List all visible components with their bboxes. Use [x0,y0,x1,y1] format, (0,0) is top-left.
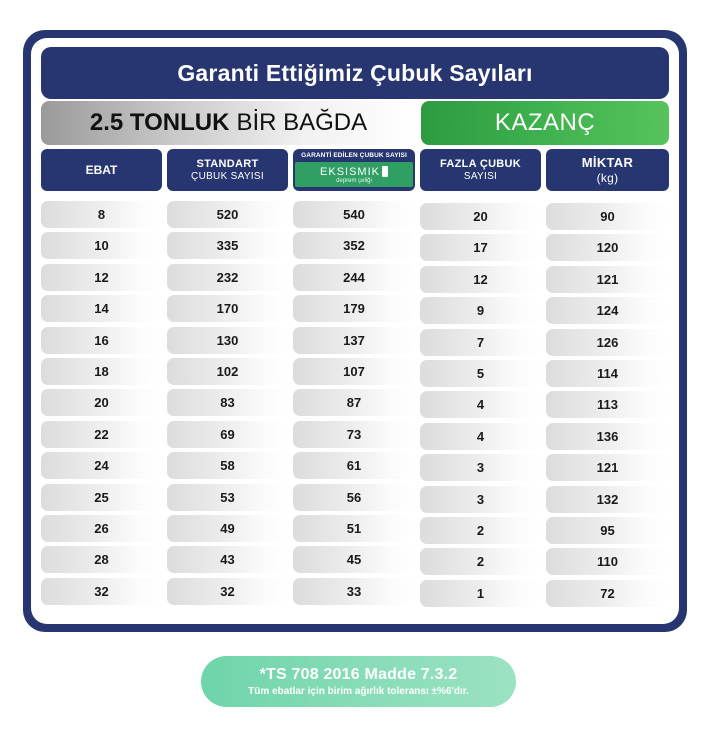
table-cell-standart: 232 [167,264,288,291]
table-cell-fazla: 12 [420,266,541,293]
table-cell-garanti: 51 [293,515,415,542]
column-header-miktar-label: MİKTAR [581,155,634,170]
table-cell-standart: 43 [167,546,288,573]
tolerance-note-title: *TS 708 2016 Madde 7.3.2 [259,666,458,683]
table-cell-ebat: 20 [41,389,162,416]
table-cell-ebat: 24 [41,452,162,479]
table-cell-standart: 49 [167,515,288,542]
column-header-garanti [293,149,415,191]
page-title: Garanti Ettiğimiz Çubuk Sayıları [41,47,669,99]
table-cell-miktar: 95 [546,517,669,544]
table-cell-miktar: 90 [546,203,669,230]
table-cell-standart: 170 [167,295,288,322]
table-cell-miktar: 72 [546,580,669,607]
table-cell-standart: 32 [167,578,288,605]
table-cell-fazla: 4 [420,391,541,418]
column-header-miktar-unit: (kg) [596,171,619,185]
table-cell-standart: 335 [167,232,288,259]
gain-header: KAZANÇ [421,101,669,145]
table-cell-garanti: 179 [293,295,415,322]
column-header-standart-sub: ÇUBUK SAYISI [191,171,264,182]
brand-logo [295,162,413,187]
table-cell-fazla: 3 [420,454,541,481]
table-cell-ebat: 14 [41,295,162,322]
column-header-ebat-label: EBAT [85,163,118,177]
table-cell-ebat: 25 [41,484,162,511]
tolerance-note-text: Tüm ebatlar için birim ağırlık toleransı ±%6'dır. [248,686,469,697]
table-cell-fazla: 4 [420,423,541,450]
brand-name: EKSISMIK [320,165,380,178]
table-cell-standart: 102 [167,358,288,385]
table-cell-garanti: 56 [293,484,415,511]
table-cell-garanti: 45 [293,546,415,573]
table-cell-garanti: 352 [293,232,415,259]
table-cell-fazla: 2 [420,517,541,544]
table-cell-standart: 53 [167,484,288,511]
table-cell-fazla: 2 [420,548,541,575]
table-cell-garanti: 61 [293,452,415,479]
table-cell-ebat: 18 [41,358,162,385]
column-header-fazla-sub: SAYISI [463,171,498,182]
column-header-fazla-label: FAZLA ÇUBUK [439,158,522,170]
bundle-weight-header [41,101,416,145]
table-cell-standart: 69 [167,421,288,448]
bundle-weight-rest: BİR BAĞDA [236,109,368,136]
table-cell-miktar: 124 [546,297,669,324]
brand-tagline: deprem çeliği [336,177,372,184]
table-cell-miktar: 126 [546,329,669,356]
table-cell-standart: 130 [167,327,288,354]
table-cell-miktar: 121 [546,266,669,293]
table-cell-garanti: 137 [293,327,415,354]
column-header-garanti-label: GARANTİ EDİLEN ÇUBUK SAYISI [301,152,407,159]
table-cell-miktar: 121 [546,454,669,481]
column-header-standart-label: STANDART [196,158,259,170]
table-cell-ebat: 8 [41,201,162,228]
table-cell-garanti: 107 [293,358,415,385]
table-cell-miktar: 113 [546,391,669,418]
table-cell-miktar: 110 [546,548,669,575]
table-cell-ebat: 22 [41,421,162,448]
table-cell-standart: 58 [167,452,288,479]
table-cell-fazla: 9 [420,297,541,324]
table-cell-ebat: 26 [41,515,162,542]
tolerance-note [201,656,516,707]
table-cell-miktar: 120 [546,234,669,261]
table-cell-fazla: 20 [420,203,541,230]
table-cell-ebat: 32 [41,578,162,605]
table-cell-fazla: 5 [420,360,541,387]
table-cell-ebat: 10 [41,232,162,259]
table-cell-fazla: 3 [420,486,541,513]
column-header-fazla [420,149,541,191]
column-header-ebat [41,149,162,191]
bundle-weight-bold: 2.5 TONLUK [89,109,230,136]
table-cell-garanti: 87 [293,389,415,416]
table-cell-garanti: 33 [293,578,415,605]
table-cell-garanti: 540 [293,201,415,228]
table-cell-standart: 83 [167,389,288,416]
table-cell-ebat: 28 [41,546,162,573]
brand-badge-icon [382,166,388,177]
table-cell-fazla: 7 [420,329,541,356]
column-header-miktar [546,149,669,191]
table-cell-garanti: 73 [293,421,415,448]
table-cell-miktar: 132 [546,486,669,513]
column-header-standart [167,149,288,191]
table-cell-miktar: 136 [546,423,669,450]
table-cell-garanti: 244 [293,264,415,291]
table-cell-fazla: 1 [420,580,541,607]
table-cell-ebat: 16 [41,327,162,354]
table-cell-miktar: 114 [546,360,669,387]
table-cell-ebat: 12 [41,264,162,291]
table-cell-fazla: 17 [420,234,541,261]
table-cell-standart: 520 [167,201,288,228]
